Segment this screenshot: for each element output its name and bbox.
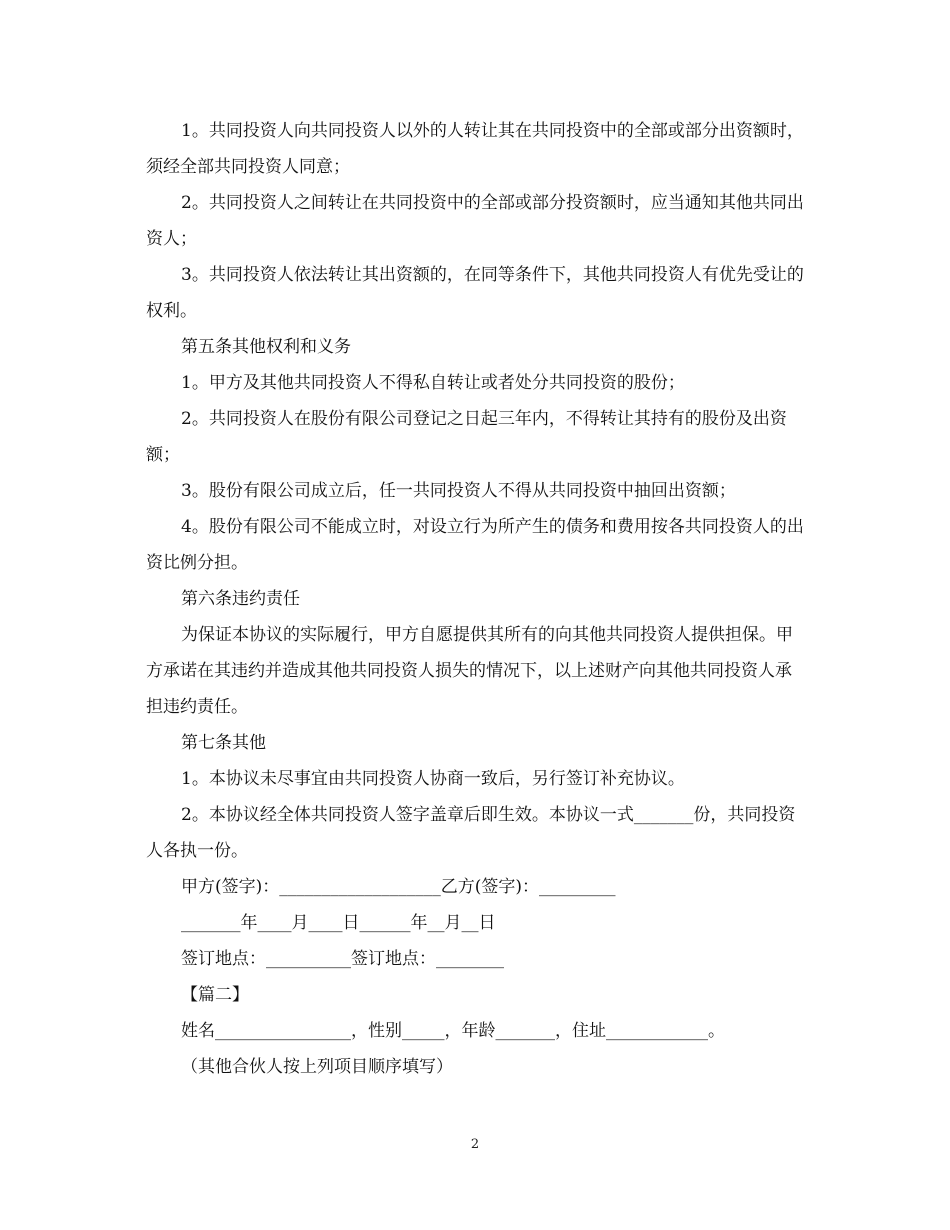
paragraph-no-private-transfer: 1。甲方及其他共同投资人不得私自转让或者处分共同投资的股份； bbox=[181, 373, 685, 393]
section-heading-part-2: 【篇二】 bbox=[181, 985, 249, 1005]
paragraph-transfer-outside: 1。共同投资人向共同投资人以外的人转让其在共同投资中的全部或部分出资额时，须经全部共同投资人同意； bbox=[146, 121, 804, 177]
paragraph-supplementary: 1。本协议未尽事宜由共同投资人协商一致后，另行签订补充协议。 bbox=[181, 769, 685, 789]
paragraph-effective: 2。本协议经全体共同投资人签字盖章后即生效。本协议一式_______份，共同投资人各执一份。 bbox=[146, 805, 796, 861]
date-line: _______年____月____日______年__月__日 bbox=[181, 913, 496, 933]
page-number: 2 bbox=[470, 1137, 480, 1152]
partner-info-line: 姓名________________，性别_____，年龄_______，住址____________。 bbox=[181, 1021, 725, 1041]
paragraph-three-year-lock: 2。共同投资人在股份有限公司登记之日起三年内，不得转让其持有的股份及出资额； bbox=[146, 409, 787, 465]
paragraph-transfer-between: 2。共同投资人之间转让在共同投资中的全部或部分投资额时，应当通知其他共同出资人； bbox=[146, 193, 804, 249]
document-body bbox=[146, 113, 806, 1085]
signature-line: 甲方(签字)：___________________乙方(签字)：_________ bbox=[181, 877, 616, 897]
partner-info-note: （其他合伙人按上列项目顺序填写） bbox=[181, 1057, 453, 1077]
section-heading-article-5: 第五条其他权利和义务 bbox=[181, 337, 351, 357]
paragraph-failure-costs: 4。股份有限公司不能成立时，对设立行为所产生的债务和费用按各共同投资人的出资比例分担。 bbox=[146, 517, 804, 573]
signing-location-line: 签订地点：__________签订地点：________ bbox=[181, 949, 504, 969]
section-heading-article-6: 第六条违约责任 bbox=[181, 589, 300, 609]
paragraph-priority-right: 3。共同投资人依法转让其出资额的，在同等条件下，其他共同投资人有优先受让的权利。 bbox=[146, 265, 804, 321]
section-heading-article-7: 第七条其他 bbox=[181, 733, 266, 753]
paragraph-no-withdrawal: 3。股份有限公司成立后，任一共同投资人不得从共同投资中抽回出资额； bbox=[181, 481, 736, 501]
paragraph-guarantee: 为保证本协议的实际履行，甲方自愿提供其所有的向其他共同投资人提供担保。甲方承诺在其违约并造成其他共同投资人损失的情况下，以上述财产向其他共同投资人承担违约责任。 bbox=[146, 625, 793, 717]
